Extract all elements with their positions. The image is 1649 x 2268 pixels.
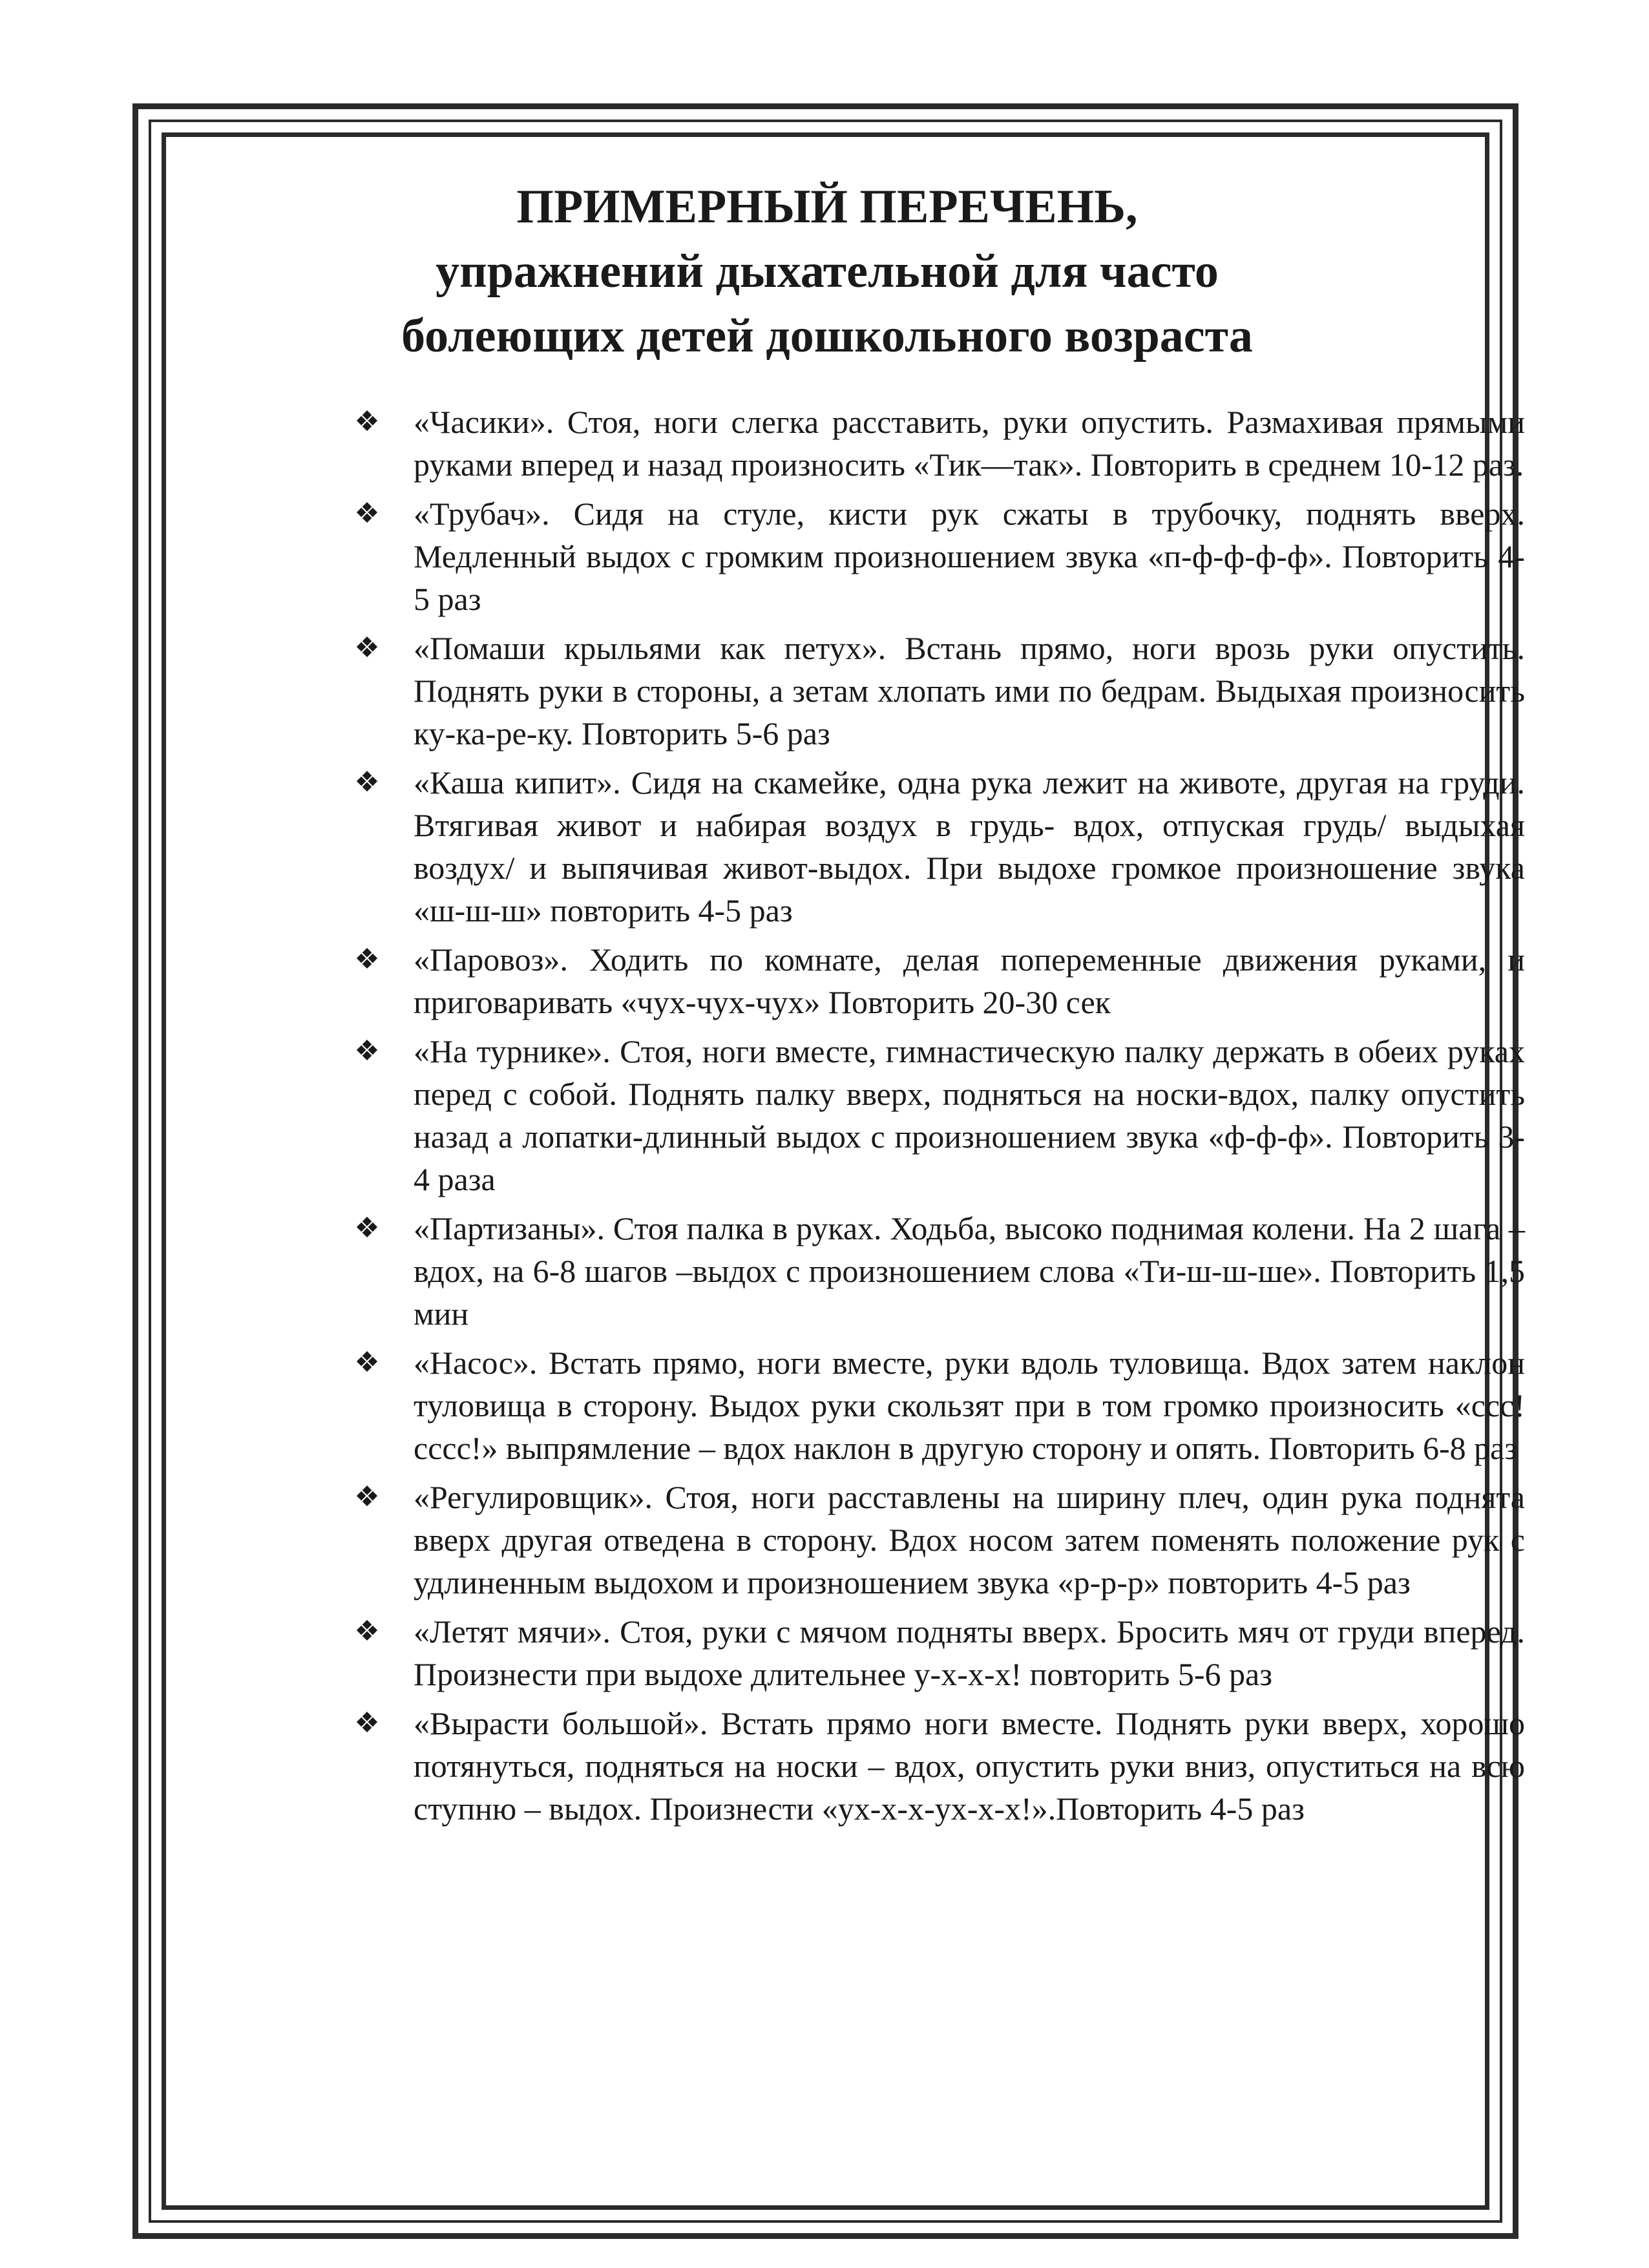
title-line-1: ПРИМЕРНЫЙ ПЕРЕЧЕНЬ, xyxy=(516,180,1138,233)
four-diamond-bullet-icon: ❖ xyxy=(354,498,380,529)
exercise-item xyxy=(342,627,1525,755)
four-diamond-bullet-icon: ❖ xyxy=(354,943,380,975)
exercise-text: «Трубач». Сидя на стуле, кисти рук сжаты в трубочку, поднять вверх. Медленный выдох с громким произношением звука «п-ф-ф-ф-ф». Повторить 4-5 раз xyxy=(414,496,1525,617)
title-line-2: упражнений дыхательной для часто xyxy=(436,245,1219,298)
exercise-item xyxy=(342,761,1525,932)
four-diamond-bullet-icon: ❖ xyxy=(354,1212,380,1244)
exercise-item xyxy=(342,492,1525,620)
exercise-text: «Партизаны». Стоя палка в руках. Ходьба, высоко поднимая колени. На 2 шага –вдох, на 6-8 шагов –выдох с произношением слова «Ти-ш-ш-ше». Повторить 1,5 мин xyxy=(414,1210,1525,1332)
four-diamond-bullet-icon: ❖ xyxy=(354,632,380,664)
four-diamond-bullet-icon: ❖ xyxy=(354,406,380,437)
exercise-text: «Часики». Стоя, ноги слегка расставить, руки опустить. Размахивая прямыми руками вперед и назад произносить «Тик—так». Повторить в среднем 10-12 раз. xyxy=(414,404,1525,483)
exercise-text: «Летят мячи». Стоя, руки с мячом подняты вверх. Бросить мяч от груди вперед. Произнести при выдохе длительнее у-х-х-х! повторить 5-6 раз xyxy=(414,1613,1525,1692)
title-line-3: болеющих детей дошкольного возраста xyxy=(401,310,1253,362)
exercise-item xyxy=(342,1341,1525,1469)
document-title xyxy=(194,174,1460,368)
four-diamond-bullet-icon: ❖ xyxy=(354,1481,380,1513)
exercise-text: «Паровоз». Ходить по комнате, делая попеременные движения руками, и приговаривать «чух-чух-чух» Повторить 20-30 сек xyxy=(414,941,1525,1020)
exercise-item xyxy=(342,1030,1525,1201)
exercise-item xyxy=(342,1207,1525,1335)
exercise-text: «На турнике». Стоя, ноги вместе, гимнастическую палку держать в обеих руках перед с собой. Поднять палку вверх, подняться на носки-вдох, палку опустить назад а лопатки-длинный выдох с произношением звука «ф-ф-ф». Повторить 3-4 раза xyxy=(414,1033,1525,1197)
exercise-item xyxy=(342,1610,1525,1696)
exercise-text: «Регулировщик». Стоя, ноги расставлены на ширину плеч, один рука поднята вверх другая отведена в сторону. Вдох носом затем поменять положение рук с удлиненным выдохом и произношением звука «р-р-р» повторить 4-5 раз xyxy=(414,1479,1525,1601)
exercise-item xyxy=(342,1702,1525,1830)
exercise-text: «Каша кипит». Сидя на скамейке, одна рука лежит на животе, другая на груди. Втягивая живот и набирая воздух в грудь- вдох, отпуская грудь/ выдыхая воздух/ и выпячивая живот-выдох. При выдохе громкое произношение звука «ш-ш-ш» повторить 4-5 раз xyxy=(414,764,1525,929)
exercise-text: «Вырасти большой». Встать прямо ноги вместе. Поднять руки вверх, хорошо потянуться, подняться на носки – вдох, опустить руки вниз, опуститься на всю ступню – выдох. Произнести «ух-х-х-ух-х-х!».Повторить 4-5 раз xyxy=(414,1705,1525,1827)
exercise-item xyxy=(342,938,1525,1024)
exercise-list xyxy=(342,401,1525,1836)
four-diamond-bullet-icon: ❖ xyxy=(354,1615,380,1647)
four-diamond-bullet-icon: ❖ xyxy=(354,1707,380,1739)
four-diamond-bullet-icon: ❖ xyxy=(354,766,380,798)
exercise-text: «Помаши крыльями как петух». Встань прямо, ноги врозь руки опустить. Поднять руки в стороны, а зетам хлопать ими по бедрам. Выдыхая произносить ку-ка-ре-ку. Повторить 5-6 раз xyxy=(414,630,1525,751)
four-diamond-bullet-icon: ❖ xyxy=(354,1347,380,1378)
exercise-text: «Насос». Встать прямо, ноги вместе, руки вдоль туловища. Вдох затем наклон туловища в сторону. Выдох руки скользят при в том громко произносить «ссс!сссс!» выпрямление – вдох наклон в другую сторону и опять. Повторить 6-8 раз xyxy=(414,1345,1525,1466)
exercise-item xyxy=(342,401,1525,486)
four-diamond-bullet-icon: ❖ xyxy=(354,1035,380,1067)
exercise-item xyxy=(342,1476,1525,1604)
